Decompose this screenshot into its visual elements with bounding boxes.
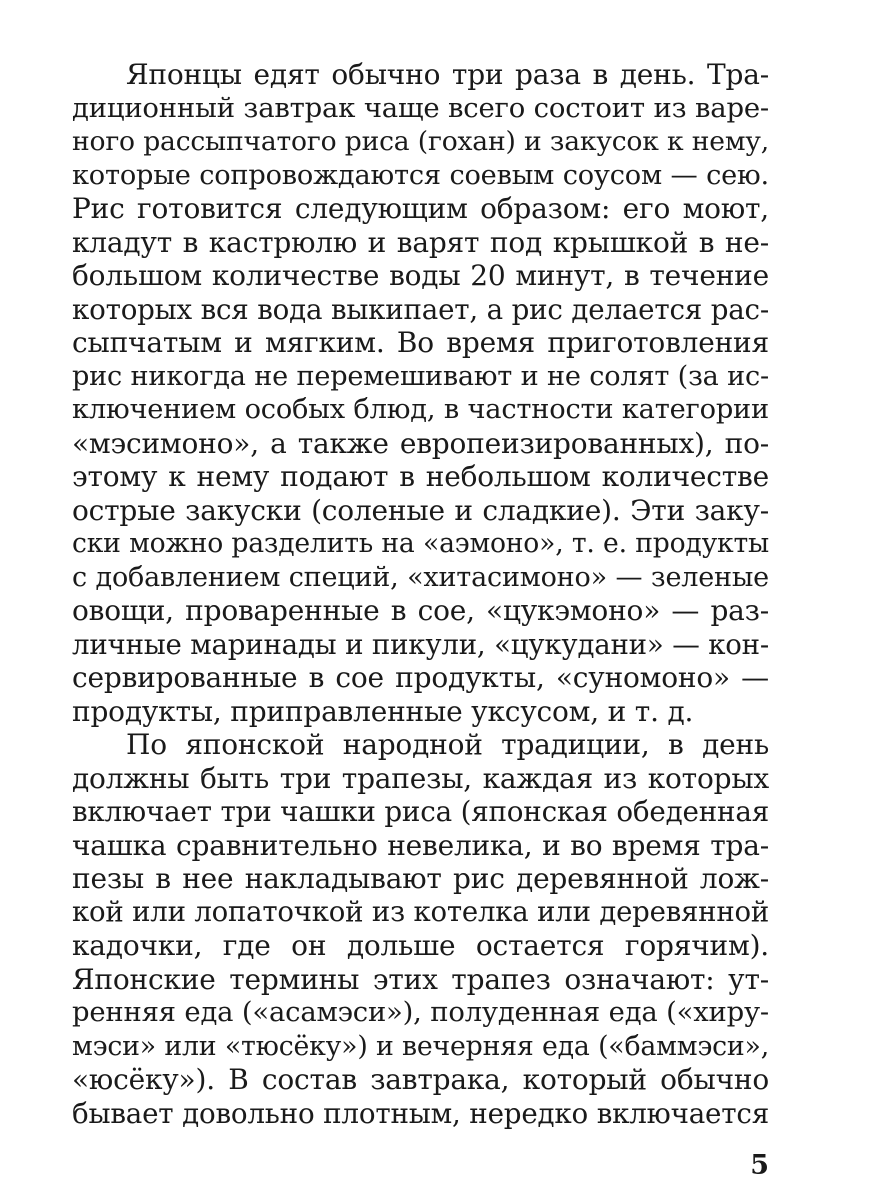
text-line: Японские термины этих трапез означают: ут- xyxy=(72,962,769,996)
paragraph-1 xyxy=(72,58,769,728)
text-line: этому к нему подают в небольшом количестве xyxy=(72,460,769,493)
page-number: 5 xyxy=(750,1150,769,1181)
text-line: Рис готовится следующим образом: его моют, xyxy=(72,192,769,225)
text-line: с добавлением специй, «хитасимоно» — зеленые xyxy=(72,561,769,593)
text-line: ключением особых блюд, в частности категории xyxy=(72,394,769,425)
text-line: которых вся вода выкипает, а рис делается рас- xyxy=(72,292,769,326)
text-line: сыпчатым и мягким. Во время приготовления xyxy=(72,326,769,359)
text-line: кадочки, где он дольше остается горячим). xyxy=(72,929,769,962)
paragraph-2 xyxy=(72,728,769,1130)
text-line: ренняя еда («асамэси»), полуденная еда («хиру- xyxy=(72,997,769,1028)
text-line: бывает довольно плотным, нередко включается xyxy=(72,1096,769,1130)
text-line: кладут в кастрюлю и варят под крышкой в не- xyxy=(72,225,769,259)
text-line: чашка сравнительно невелика, и во время тра- xyxy=(72,828,769,862)
text-line: ски можно разделить на «аэмоно», т. е. продукты xyxy=(72,528,769,559)
text-line: мэси» или «тюсёку») и вечерняя еда («баммэси», xyxy=(72,1030,769,1062)
text-line: большом количестве воды 20 минут, в течение xyxy=(72,259,769,292)
text-line: «юсёку»). В состав завтрака, который обычно xyxy=(72,1063,769,1096)
body-text xyxy=(72,58,769,1130)
text-line: включает три чашки риса (японская обеденная xyxy=(72,795,769,828)
text-line: сервированные в сое продукты, «суномоно» — xyxy=(72,661,769,694)
text-line: По японской народной традиции, в день xyxy=(126,728,769,761)
text-line: пезы в нее накладывают рис деревянной лож- xyxy=(72,862,769,895)
text-line: «мэсимоно», а также европеизированных), по- xyxy=(72,426,769,460)
text-line: кой или лопаточкой из котелка или деревянной xyxy=(72,895,769,928)
text-line: личные маринады и пикули, «цукудани» — кон- xyxy=(72,627,769,661)
text-line: продукты, приправленные уксусом, и т. д. xyxy=(72,694,694,728)
text-line: диционный завтрак чаще всего состоит из варе- xyxy=(72,91,769,124)
text-line: овощи, проваренные в сое, «цукэмоно» — раз- xyxy=(72,594,769,627)
text-line: должны быть три трапезы, каждая из которых xyxy=(72,761,769,795)
text-line: Японцы едят обычно три раза в день. Тра- xyxy=(126,58,769,91)
text-line: ного рассыпчатого риса (гохан) и закусок к нему, xyxy=(72,126,769,157)
text-line: рис никогда не перемешивают и не солят (за ис- xyxy=(72,360,769,392)
text-line: острые закуски (соленые и сладкие). Эти заку- xyxy=(72,493,769,527)
text-line: которые сопровождаются соевым соусом — сею. xyxy=(72,159,769,191)
